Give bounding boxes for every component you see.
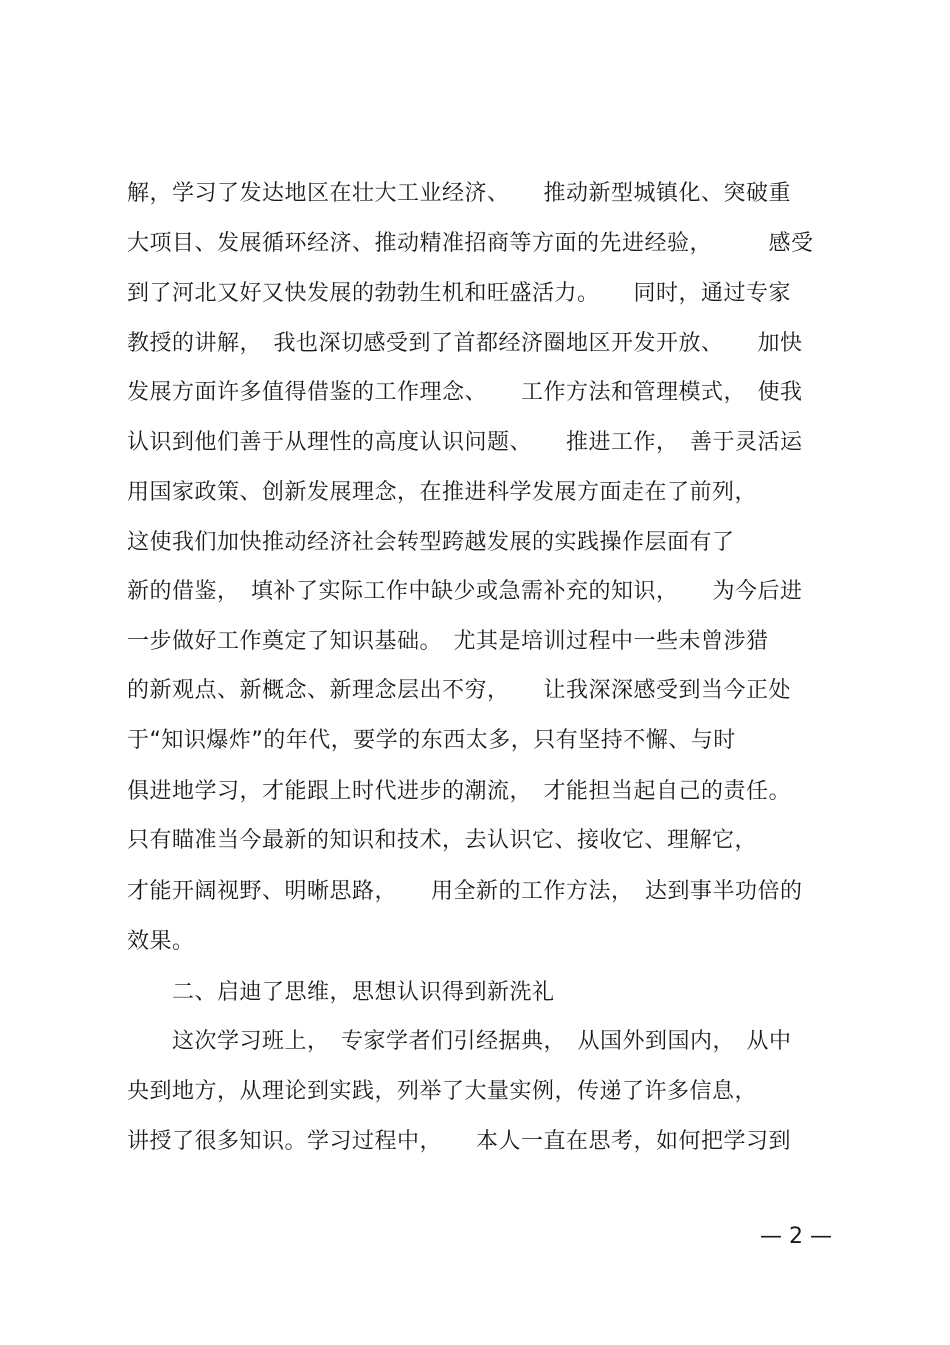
body-text-line: 教授的讲解， 我也深切感受到了首都经济圈地区开发开放、 加快	[127, 331, 803, 356]
body-text-line: 发展方面许多值得借鉴的工作理念、 工作方法和管理模式， 使我	[127, 380, 803, 405]
body-text-line: 只有瞄准当今最新的知识和技术，去认识它、接收它、理解它，	[127, 828, 758, 853]
body-text-line: 这次学习班上， 专家学者们引经据典， 从国外到国内， 从中	[127, 1029, 792, 1054]
body-text-line: 解，学习了发达地区在壮大工业经济、 推动新型城镇化、突破重	[127, 181, 792, 206]
body-text-line: 于“知识爆炸”的年代，要学的东西太多，只有坚持不懈、与时	[127, 728, 736, 753]
body-text-line: 一步做好工作奠定了知识基础。 尤其是培训过程中一些未曾涉猎	[127, 629, 769, 654]
body-text-line: 讲授了很多知识。学习过程中， 本人一直在思考，如何把学习到	[127, 1129, 792, 1154]
section-heading: 二、启迪了思维，思想认识得到新洗礼	[127, 980, 555, 1005]
body-text-line: 用国家政策、创新发展理念，在推进科学发展方面走在了前列，	[127, 480, 758, 505]
body-text-line: 效果。	[127, 929, 195, 954]
body-text-line: 这使我们加快推动经济社会转型跨越发展的实践操作层面有了	[127, 530, 735, 555]
body-text-line: 大项目、发展循环经济、推动精准招商等方面的先进经验， 感受	[127, 231, 814, 256]
page-number: — 2 —	[760, 1224, 832, 1249]
body-text-line: 央到地方，从理论到实践，列举了大量实例，传递了许多信息，	[127, 1079, 758, 1104]
body-text-line: 才能开阔视野、明晰思路， 用全新的工作方法， 达到事半功倍的	[127, 879, 803, 904]
body-text-line: 的新观点、新概念、新理念层出不穷， 让我深深感受到当今正处	[127, 678, 792, 703]
body-text-line: 认识到他们善于从理性的高度认识问题、 推进工作， 善于灵活运	[127, 430, 803, 455]
body-text-line: 新的借鉴， 填补了实际工作中缺少或急需补充的知识， 为今后进	[127, 579, 803, 604]
body-text-line: 到了河北又好又快发展的勃勃生机和旺盛活力。 同时，通过专家	[127, 281, 792, 306]
body-text-line: 俱进地学习，才能跟上时代进步的潮流， 才能担当起自己的责任。	[127, 779, 792, 804]
